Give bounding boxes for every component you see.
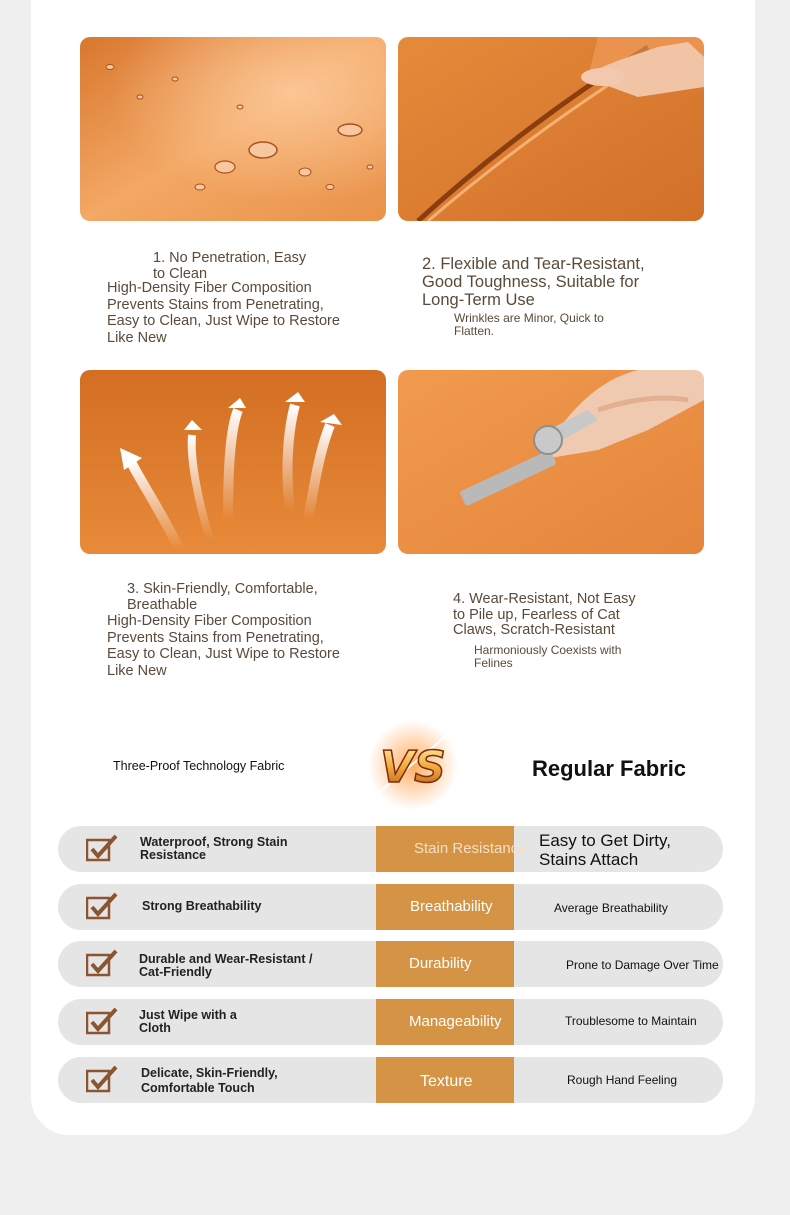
row-3-category-label: Durability	[376, 941, 514, 987]
check-icon	[86, 892, 118, 920]
row-5-category-label: Texture	[376, 1057, 514, 1103]
water-droplets-image	[80, 37, 386, 221]
check-icon	[86, 949, 118, 977]
row-1-category-label: Stain Resistance	[376, 826, 514, 872]
row-5-left-text: Delicate, Skin-Friendly, Comfortable Touch	[141, 1066, 278, 1095]
row-4-left-text: Just Wipe with a Cloth	[139, 1008, 237, 1035]
check-icon	[86, 1007, 118, 1035]
breathability-image	[80, 370, 386, 554]
row-3-right-text: Prone to Damage Over Time	[566, 958, 719, 972]
feature-1-title: 1. No Penetration, Easy to Clean	[153, 250, 307, 282]
regular-fabric-title: Regular Fabric	[532, 756, 687, 781]
scratch-test-image	[398, 370, 704, 554]
feature-2-title: 2. Flexible and Tear-Resistant, Good Toughness, Suitable for Long-Term Use	[422, 255, 645, 309]
row-2-category-label: Breathability	[376, 884, 514, 930]
row-1-left-text: Waterproof, Strong Stain Resistance	[140, 835, 288, 862]
check-icon	[86, 834, 118, 862]
row-1-right-text: Easy to Get Dirty, Stains Attach	[539, 831, 671, 869]
row-4-category-label: Manageability	[376, 999, 514, 1045]
row-5-right-text: Rough Hand Feeling	[567, 1073, 678, 1087]
feature-2-description: Wrinkles are Minor, Quick to Flatten.	[454, 311, 604, 338]
feature-4-title: 4. Wear-Resistant, Not Easy to Pile up, Fearless of Cat Claws, Scratch-Resistant	[453, 591, 636, 638]
comparison-row-stain-resistance	[58, 826, 723, 872]
row-2-right-text: Average Breathability	[554, 901, 668, 915]
row-3-left-text: Durable and Wear-Resistant / Cat-Friendly	[139, 952, 313, 979]
feature-1-description: High-Density Fiber Composition Prevents Stains from Penetrating, Easy to Clean, Just Wipe to Restore Like New	[107, 280, 340, 346]
comparison-row-texture	[58, 1057, 723, 1103]
feature-3-description: High-Density Fiber Composition Prevents Stains from Penetrating, Easy to Clean, Just Wipe to Restore Like New	[107, 613, 340, 679]
vs-badge	[358, 720, 468, 815]
feature-3-title: 3. Skin-Friendly, Comfortable, Breathable	[127, 581, 318, 613]
feature-4-description: Harmoniously Coexists with Felines	[474, 643, 622, 670]
vs-text: VS	[380, 742, 446, 793]
fabric-fold-image	[398, 37, 704, 221]
comparison-row-breathability	[58, 884, 723, 930]
comparison-row-durability	[58, 941, 723, 987]
row-4-right-text: Troublesome to Maintain	[565, 1014, 697, 1028]
check-icon	[86, 1065, 118, 1093]
three-proof-fabric-title: Three-Proof Technology Fabric	[113, 759, 285, 773]
row-2-left-text: Strong Breathability	[142, 899, 262, 913]
comparison-row-manageability	[58, 999, 723, 1045]
